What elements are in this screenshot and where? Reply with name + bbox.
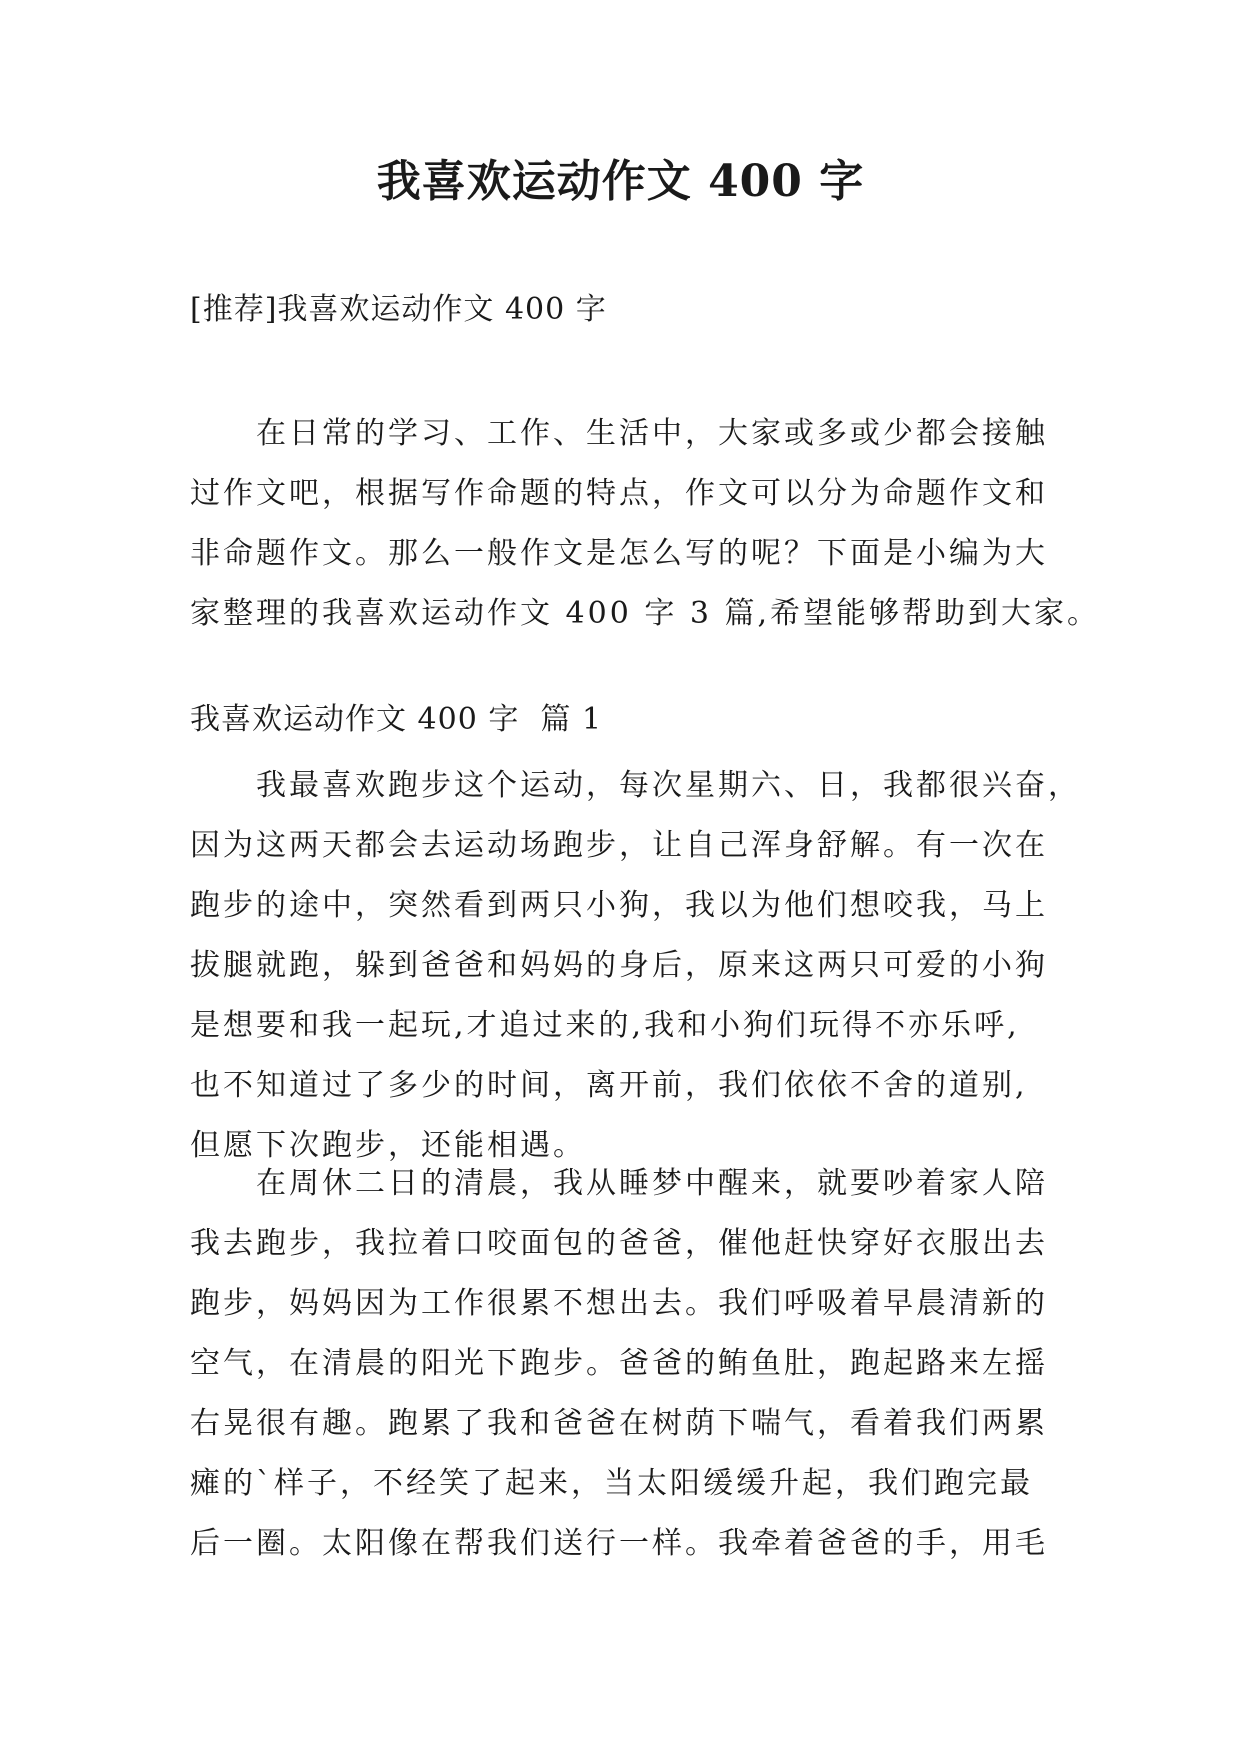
paragraph-line: 空气，在清晨的阳光下跑步。爸爸的鲔鱼肚，跑起路来左摇 [190, 1346, 1048, 1381]
paragraph-line: 跑步的途中，突然看到两只小狗，我以为他们想咬我，马上 [190, 888, 1048, 923]
paragraph-line: 跑步，妈妈因为工作很累不想出去。我们呼吸着早晨清新的 [190, 1286, 1048, 1321]
paragraph-line: 拔腿就跑，躲到爸爸和妈妈的身后，原来这两只可爱的小狗 [190, 948, 1048, 983]
paragraph-line: 但愿下次跑步，还能相遇。 [190, 1128, 586, 1163]
paragraph-line: 我去跑步，我拉着口咬面包的爸爸，催他赶快穿好衣服出去 [190, 1226, 1048, 1261]
intro-line: 非命题作文。那么一般作文是怎么写的呢？下面是小编为大 [190, 536, 1048, 571]
paragraph-line: 因为这两天都会去运动场跑步，让自己浑身舒解。有一次在 [190, 828, 1048, 863]
paragraph-line: 在周休二日的清晨，我从睡梦中醒来，就要吵着家人陪 [256, 1166, 1048, 1201]
intro-line: 家整理的我喜欢运动作文 400 字 3 篇,希望能够帮助到大家。 [190, 596, 1101, 631]
intro-paragraph [190, 404, 1101, 644]
paragraph-line: 我最喜欢跑步这个运动，每次星期六、日，我都很兴奋， [256, 768, 1081, 803]
body-paragraph-1 [190, 756, 1081, 1176]
intro-line: 在日常的学习、工作、生活中，大家或多或少都会接触 [256, 416, 1048, 451]
paragraph-line: 是想要和我一起玩,才追过来的,我和小狗们玩得不亦乐呼, [190, 1008, 1020, 1043]
document-title: 我喜欢运动作文 400 字 [376, 156, 865, 207]
document-subtitle: [推荐]我喜欢运动作文 400 字 [190, 292, 607, 327]
paragraph-line: 后一圈。太阳像在帮我们送行一样。我牵着爸爸的手，用毛 [190, 1526, 1048, 1561]
paragraph-line: 瘫的`样子，不经笑了起来，当太阳缓缓升起，我们跑完最 [190, 1466, 1033, 1501]
body-paragraph-2 [190, 1154, 1070, 1574]
intro-line: 过作文吧，根据写作命题的特点，作文可以分为命题作文和 [190, 476, 1048, 511]
section-heading: 我喜欢运动作文 400 字 篇 1 [190, 702, 603, 737]
paragraph-line: 也不知道过了多少的时间，离开前，我们依依不舍的道别, [190, 1068, 1028, 1103]
paragraph-line: 右晃很有趣。跑累了我和爸爸在树荫下喘气，看着我们两累 [190, 1406, 1048, 1441]
